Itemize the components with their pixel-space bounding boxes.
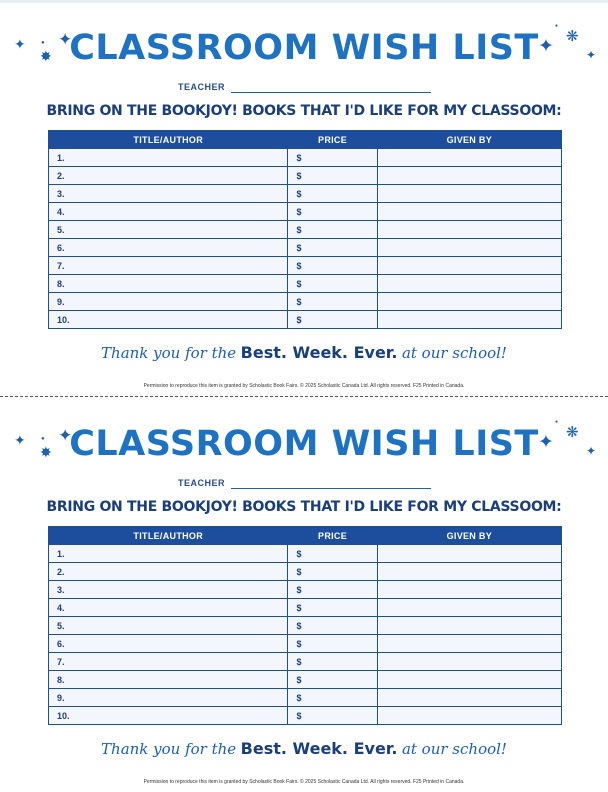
teacher-label: TEACHER	[178, 82, 226, 92]
dot-icon: ●	[41, 40, 45, 46]
table-row	[49, 635, 562, 653]
row-number-label: 9.	[57, 296, 65, 307]
thanks-trail: at our school!	[401, 740, 507, 758]
column-header-title: TITLE/AUTHOR	[49, 131, 288, 149]
thanks-emphasis: Best. Week. Ever.	[240, 739, 398, 758]
table-row	[49, 257, 562, 275]
row-number-label: 4.	[57, 602, 65, 613]
permission-notice: Permission to reproduce this item is granted by Scholastic Book Fairs. © 2025 Scholastic Canada Ltd. All rights reserved. F25 Printed in Canada.	[143, 383, 465, 389]
price-cell[interactable]: $	[288, 203, 377, 221]
table-row	[49, 545, 562, 563]
price-cell[interactable]: $	[288, 311, 377, 329]
given-by-cell[interactable]	[377, 257, 561, 275]
given-by-cell[interactable]	[377, 689, 561, 707]
row-number-label: 2.	[57, 170, 65, 181]
sparkle-icon: ✦	[586, 48, 597, 62]
wish-list-table	[48, 526, 562, 725]
row-number-label: 5.	[57, 620, 65, 631]
flower-icon: ✸	[40, 48, 52, 64]
price-cell[interactable]: $	[288, 689, 377, 707]
given-by-cell[interactable]	[377, 239, 561, 257]
table-row	[49, 149, 562, 167]
sparkle-icon: ✦	[14, 432, 26, 448]
column-header-given-by: GIVEN BY	[377, 527, 561, 545]
sparkle-icon: ✦	[58, 30, 73, 49]
given-by-cell[interactable]	[377, 167, 561, 185]
dot-icon: ●	[555, 23, 559, 29]
row-number-label: 8.	[57, 278, 65, 289]
price-cell[interactable]: $	[288, 167, 377, 185]
column-header-price: PRICE	[288, 131, 377, 149]
table-row	[49, 599, 562, 617]
given-by-cell[interactable]	[377, 221, 561, 239]
given-by-cell[interactable]	[377, 707, 561, 725]
table-row	[49, 275, 562, 293]
row-number-label: 4.	[57, 206, 65, 217]
table-row	[49, 221, 562, 239]
price-cell[interactable]: $	[288, 563, 377, 581]
dot-icon: ●	[555, 419, 559, 425]
table-row	[49, 185, 562, 203]
permission-notice: Permission to reproduce this item is granted by Scholastic Book Fairs. © 2025 Scholastic Canada Ltd. All rights reserved. F25 Printed in Canada.	[143, 779, 465, 785]
price-cell[interactable]: $	[288, 653, 377, 671]
thank-you-message	[0, 739, 608, 759]
thanks-lead: Thank you for the	[101, 740, 237, 758]
thanks-trail: at our school!	[401, 344, 507, 362]
price-cell[interactable]: $	[288, 293, 377, 311]
row-number[interactable]	[49, 581, 288, 599]
table-row	[49, 293, 562, 311]
teacher-name-field[interactable]	[231, 469, 431, 489]
price-cell[interactable]: $	[288, 671, 377, 689]
row-number[interactable]	[49, 185, 288, 203]
table-row	[49, 689, 562, 707]
row-number-label: 2.	[57, 566, 65, 577]
given-by-cell[interactable]	[377, 671, 561, 689]
subheading: BRING ON THE BOOKJOY! BOOKS THAT I'D LIKE FOR MY CLASSOOM:	[46, 103, 562, 119]
table-row	[49, 653, 562, 671]
price-cell[interactable]: $	[288, 185, 377, 203]
teacher-name-field[interactable]	[231, 73, 431, 93]
table-row	[49, 617, 562, 635]
given-by-cell[interactable]	[377, 635, 561, 653]
sparkle-icon: ✦	[14, 36, 26, 52]
page-title: CLASSROOM WISH LIST	[69, 424, 539, 464]
row-number-label: 1.	[57, 152, 65, 163]
row-number-label: 6.	[57, 242, 65, 253]
sparkle-icon: ✦	[538, 36, 554, 57]
given-by-cell[interactable]	[377, 311, 561, 329]
wish-list-copy	[0, 396, 608, 792]
table-header-row	[49, 527, 562, 545]
table-row	[49, 203, 562, 221]
page-title: CLASSROOM WISH LIST	[69, 28, 539, 68]
row-number[interactable]	[49, 203, 288, 221]
given-by-cell[interactable]	[377, 563, 561, 581]
price-cell[interactable]: $	[288, 707, 377, 725]
row-number-label: 8.	[57, 674, 65, 685]
row-number[interactable]	[49, 563, 288, 581]
row-number[interactable]	[49, 311, 288, 329]
table-row	[49, 581, 562, 599]
row-number-label: 5.	[57, 224, 65, 235]
row-number[interactable]	[49, 293, 288, 311]
given-by-cell[interactable]	[377, 599, 561, 617]
row-number[interactable]	[49, 707, 288, 725]
price-cell[interactable]: $	[288, 221, 377, 239]
given-by-cell[interactable]	[377, 653, 561, 671]
price-cell[interactable]: $	[288, 581, 377, 599]
given-by-cell[interactable]	[377, 617, 561, 635]
dot-icon: ●	[41, 436, 45, 442]
price-cell[interactable]: $	[288, 599, 377, 617]
given-by-cell[interactable]	[377, 275, 561, 293]
given-by-cell[interactable]	[377, 185, 561, 203]
flower-icon: ❋	[566, 424, 579, 441]
table-row	[49, 671, 562, 689]
flower-icon: ❋	[566, 28, 579, 45]
thank-you-message	[0, 343, 608, 363]
row-number-label: 10.	[57, 314, 70, 325]
price-cell[interactable]: $	[288, 545, 377, 563]
teacher-label: TEACHER	[178, 478, 226, 488]
table-row	[49, 167, 562, 185]
row-number-label: 3.	[57, 584, 65, 595]
row-number[interactable]	[49, 167, 288, 185]
row-number[interactable]	[49, 689, 288, 707]
row-number-label: 6.	[57, 638, 65, 649]
row-number-label: 10.	[57, 710, 70, 721]
sparkle-icon: ✦	[586, 444, 597, 458]
price-cell[interactable]: $	[288, 635, 377, 653]
price-cell[interactable]: $	[288, 275, 377, 293]
row-number[interactable]	[49, 599, 288, 617]
row-number-label: 3.	[57, 188, 65, 199]
given-by-cell[interactable]	[377, 545, 561, 563]
flower-icon: ✸	[40, 444, 52, 460]
row-number-label: 7.	[57, 656, 65, 667]
thanks-lead: Thank you for the	[101, 344, 237, 362]
column-header-title: TITLE/AUTHOR	[49, 527, 288, 545]
row-number[interactable]	[49, 239, 288, 257]
row-number[interactable]	[49, 671, 288, 689]
price-cell[interactable]: $	[288, 257, 377, 275]
column-header-given-by: GIVEN BY	[377, 131, 561, 149]
row-number[interactable]	[49, 635, 288, 653]
column-header-price: PRICE	[288, 527, 377, 545]
subheading: BRING ON THE BOOKJOY! BOOKS THAT I'D LIKE FOR MY CLASSOOM:	[46, 499, 562, 515]
price-cell[interactable]: $	[288, 617, 377, 635]
row-number[interactable]	[49, 617, 288, 635]
row-number[interactable]	[49, 653, 288, 671]
row-number[interactable]	[49, 257, 288, 275]
sparkle-icon: ✦	[58, 426, 73, 445]
row-number[interactable]	[49, 149, 288, 167]
given-by-cell[interactable]	[377, 149, 561, 167]
table-row	[49, 563, 562, 581]
given-by-cell[interactable]	[377, 203, 561, 221]
row-number-label: 9.	[57, 692, 65, 703]
row-number-label: 7.	[57, 260, 65, 271]
table-row	[49, 311, 562, 329]
table-row	[49, 239, 562, 257]
given-by-cell[interactable]	[377, 293, 561, 311]
row-number[interactable]	[49, 221, 288, 239]
sparkle-icon: ✦	[538, 432, 554, 453]
price-cell[interactable]: $	[288, 149, 377, 167]
table-header-row	[49, 131, 562, 149]
table-row	[49, 707, 562, 725]
row-number-label: 1.	[57, 548, 65, 559]
row-number[interactable]	[49, 275, 288, 293]
row-number[interactable]	[49, 545, 288, 563]
price-cell[interactable]: $	[288, 239, 377, 257]
given-by-cell[interactable]	[377, 581, 561, 599]
wish-list-table	[48, 130, 562, 329]
thanks-emphasis: Best. Week. Ever.	[240, 343, 398, 362]
